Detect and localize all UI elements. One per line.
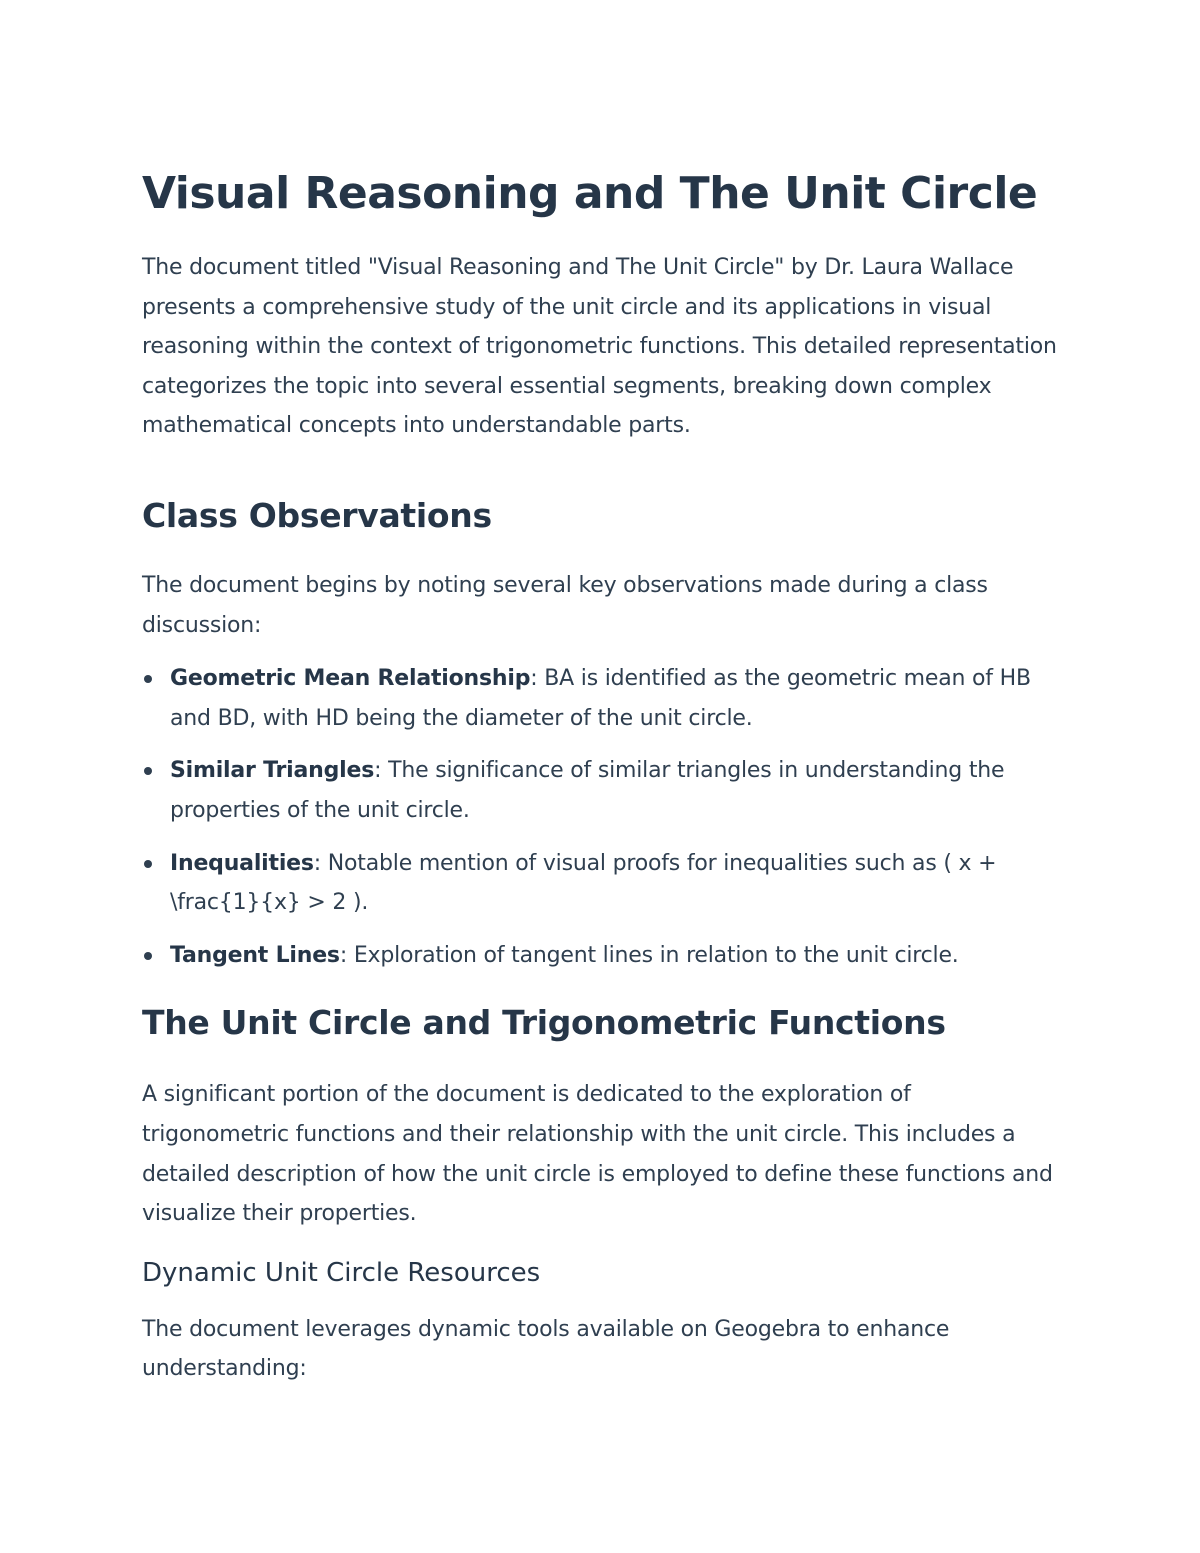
list-item-term: Similar Triangles — [170, 758, 375, 784]
document-title: Visual Reasoning and The Unit Circle — [142, 168, 1038, 219]
list-item-text: : BA is identified as the geometric mean of HB and BD, with HD being the diameter of the unit circle. — [170, 666, 1031, 731]
list-item — [142, 659, 1062, 738]
intro-paragraph: The document titled "Visual Reasoning and The Unit Circle" by Dr. Laura Wallace presents a comprehensive study of the unit circle and its applications in visual reasoning within the context of trigonometric functions. This detailed representation categorizes the topic into several essential segments, breaking down complex mathematical concepts into understandable parts. — [142, 255, 1057, 439]
list-item-text: : The significance of similar triangles in understanding the properties of the unit circle. — [170, 758, 1005, 823]
bullet-icon — [144, 675, 152, 683]
bullet-icon — [144, 767, 152, 775]
unit-circle-heading: The Unit Circle and Trigonometric Functions — [142, 1003, 946, 1043]
list-item — [142, 844, 1062, 923]
document-page — [142, 160, 1062, 1389]
bullet-icon — [144, 952, 152, 960]
dynamic-resources-heading: Dynamic Unit Circle Resources — [142, 1257, 541, 1288]
list-item — [142, 751, 1062, 830]
list-item-text: : Notable mention of visual proofs for inequalities such as ( x + \frac{1}{x} > 2 ). — [170, 850, 997, 916]
list-item-term: Tangent Lines — [170, 942, 340, 968]
class-observations-lead: The document begins by noting several key observations made during a class discussion: — [142, 572, 988, 638]
observations-list — [142, 659, 1062, 975]
list-item-term: Inequalities — [170, 850, 314, 876]
list-item-term: Geometric Mean Relationship — [170, 666, 531, 692]
list-item — [142, 936, 1062, 976]
bullet-icon — [144, 860, 152, 868]
unit-circle-paragraph: A significant portion of the document is dedicated to the exploration of trigonometric functions and their relationship with the unit circle. This includes a detailed description of how the unit circle is employed to define these functions and visualize their properties. — [142, 1082, 1053, 1227]
class-observations-heading: Class Observations — [142, 495, 492, 535]
list-item-text: : Exploration of tangent lines in relation to the unit circle. — [339, 942, 959, 968]
dynamic-resources-paragraph: The document leverages dynamic tools available on Geogebra to enhance understanding: — [142, 1316, 950, 1382]
